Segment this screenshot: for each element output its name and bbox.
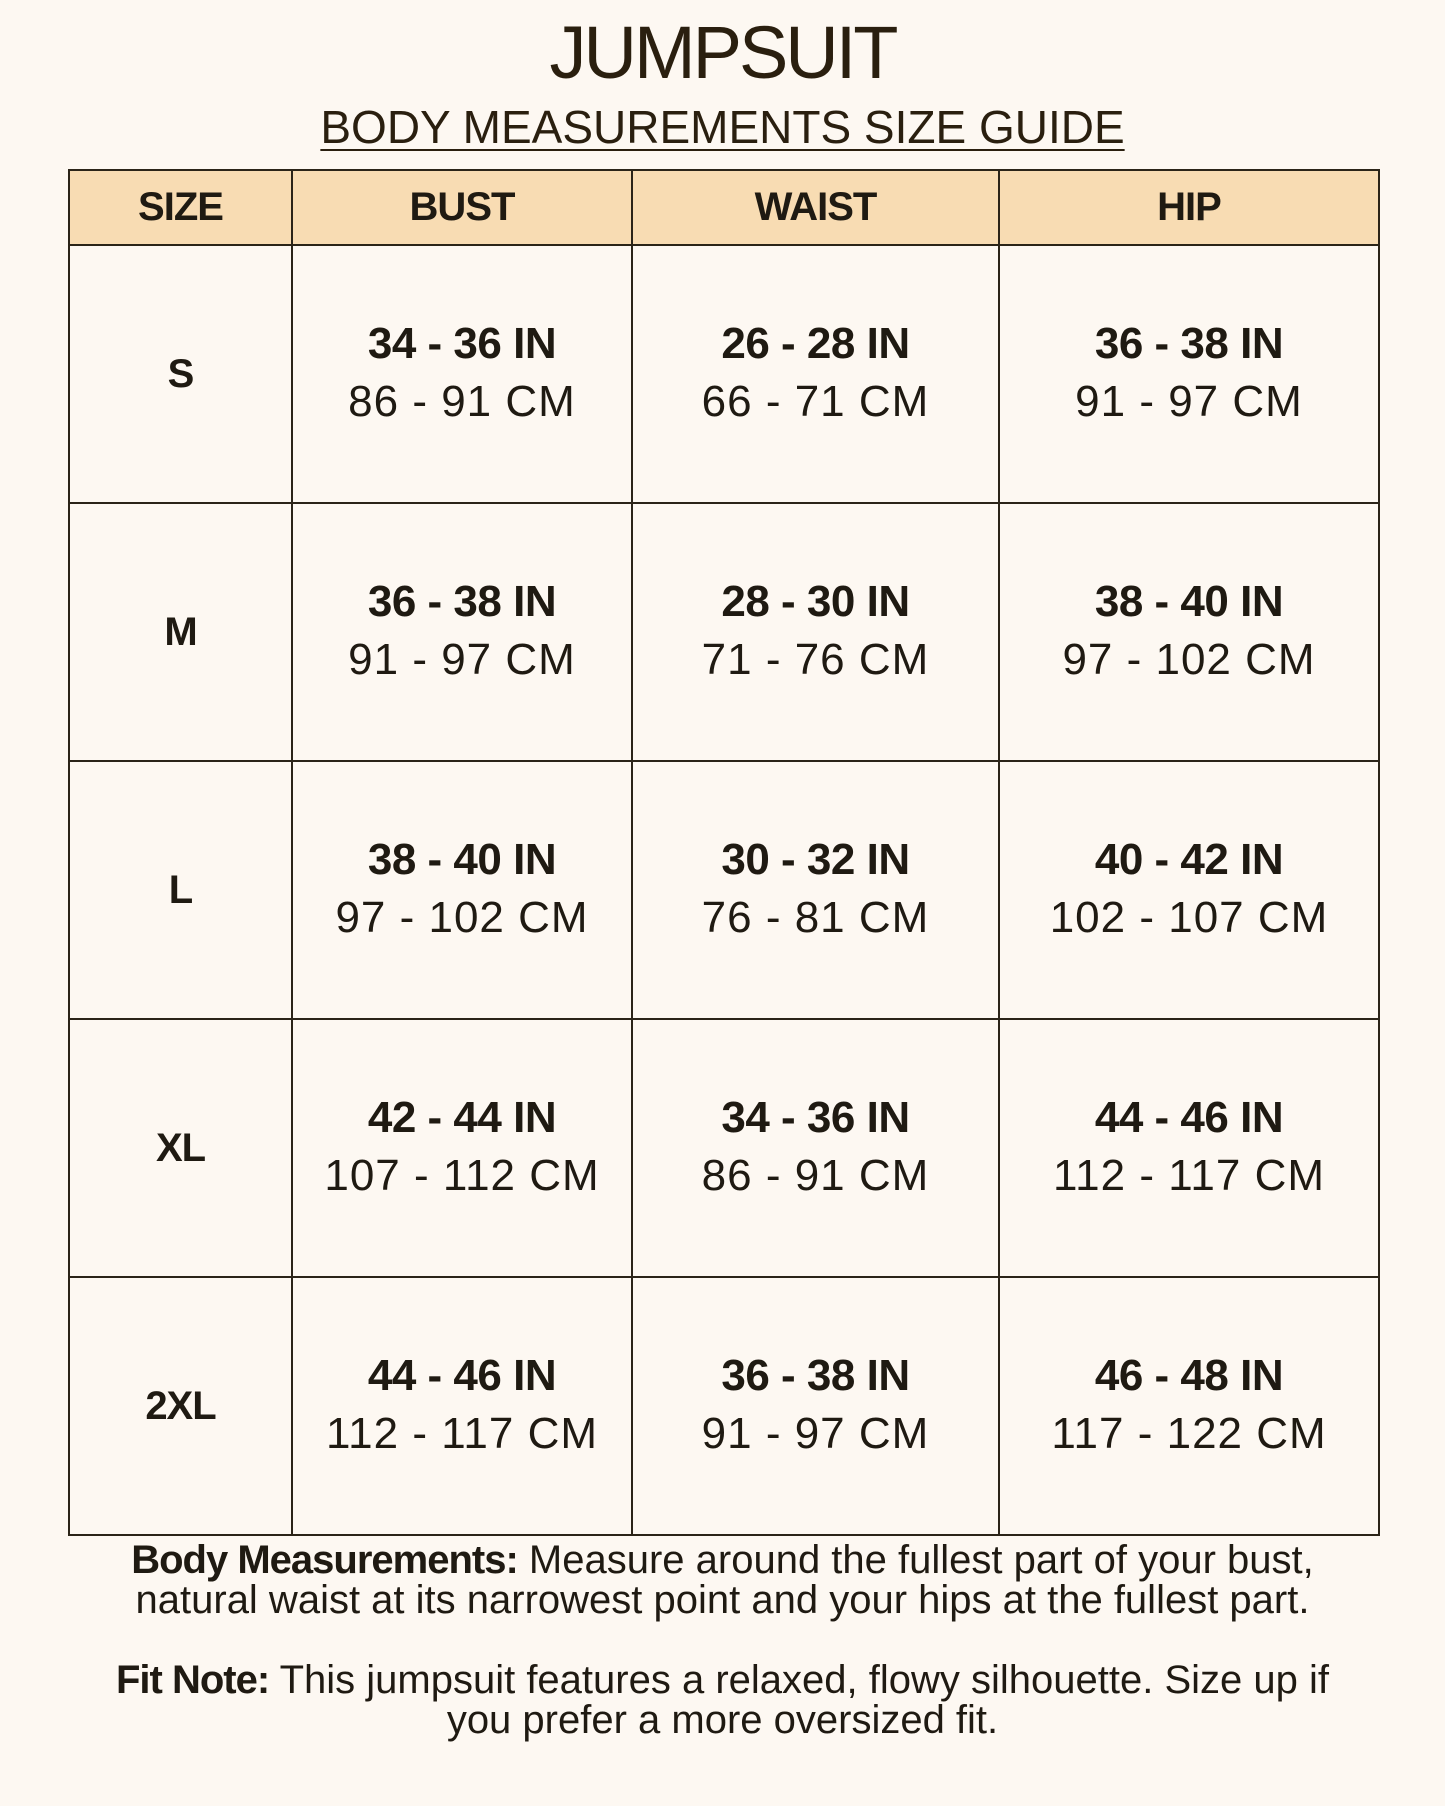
size-label: 2XL xyxy=(69,1277,292,1535)
measurement-cm: 71 - 76 CM xyxy=(701,635,930,684)
table-row xyxy=(69,1019,1379,1277)
subtitle-text: BODY MEASUREMENTS SIZE GUIDE xyxy=(320,101,1125,153)
measurement-inches: 40 - 42 IN xyxy=(1094,835,1284,884)
size-label: XL xyxy=(69,1019,292,1277)
column-header-waist: WAIST xyxy=(632,170,999,245)
measurement-inches: 42 - 44 IN xyxy=(367,1093,557,1142)
measurement-inches: 36 - 38 IN xyxy=(721,1351,910,1400)
measurement-inches: 34 - 36 IN xyxy=(721,1093,910,1142)
size-label: M xyxy=(69,503,292,761)
measurement-inches: 36 - 38 IN xyxy=(1094,319,1284,368)
measurement-cm: 112 - 117 CM xyxy=(325,1409,599,1458)
waist-cell xyxy=(632,1277,999,1535)
fit-note-text: This jumpsuit features a relaxed, flowy silhouette. Size up if you prefer a more oversized fit. xyxy=(269,1658,1329,1742)
measurement-cm: 86 - 91 CM xyxy=(348,377,576,426)
bust-cell xyxy=(292,1019,632,1277)
measurement-inches: 46 - 48 IN xyxy=(1094,1351,1284,1400)
fit-note xyxy=(100,1660,1345,1740)
waist-cell xyxy=(632,761,999,1019)
measurement-cm: 76 - 81 CM xyxy=(701,893,930,942)
measurement-cm: 97 - 102 CM xyxy=(335,893,589,942)
measurement-cm: 107 - 112 CM xyxy=(324,1151,600,1200)
column-header-hip: HIP xyxy=(999,170,1379,245)
measurement-inches: 38 - 40 IN xyxy=(367,835,557,884)
waist-cell xyxy=(632,245,999,503)
column-header-bust: BUST xyxy=(292,170,632,245)
table-row xyxy=(69,503,1379,761)
measurement-inches: 30 - 32 IN xyxy=(721,835,910,884)
hip-cell xyxy=(999,503,1379,761)
measurement-cm: 86 - 91 CM xyxy=(701,1151,930,1200)
fit-note-label: Fit Note: xyxy=(116,1658,270,1702)
measurement-cm: 102 - 107 CM xyxy=(1049,893,1329,942)
measurement-cm: 91 - 97 CM xyxy=(348,635,576,684)
table-row xyxy=(69,245,1379,503)
bust-cell xyxy=(292,245,632,503)
page-title: JUMPSUIT xyxy=(549,11,896,94)
body-measurements-note xyxy=(100,1540,1345,1620)
measurement-cm: 91 - 97 CM xyxy=(701,1409,930,1458)
table-header-row xyxy=(69,170,1379,245)
waist-cell xyxy=(632,503,999,761)
notes-section xyxy=(100,1540,1345,1780)
table-row xyxy=(69,761,1379,1019)
bust-cell xyxy=(292,503,632,761)
column-header-size: SIZE xyxy=(69,170,292,245)
measurement-inches: 44 - 46 IN xyxy=(1094,1093,1284,1142)
bust-cell xyxy=(292,1277,632,1535)
measurement-inches: 36 - 38 IN xyxy=(367,577,557,626)
measurement-inches: 26 - 28 IN xyxy=(721,319,910,368)
measurement-cm: 66 - 71 CM xyxy=(701,377,930,426)
measurement-inches: 38 - 40 IN xyxy=(1094,577,1284,626)
page-subtitle xyxy=(0,97,1445,157)
measurement-cm: 91 - 97 CM xyxy=(1075,377,1303,426)
size-chart-table xyxy=(68,169,1380,1536)
hip-cell xyxy=(999,1277,1379,1535)
measurement-inches: 44 - 46 IN xyxy=(367,1351,557,1400)
size-label: L xyxy=(69,761,292,1019)
measurement-cm: 97 - 102 CM xyxy=(1062,635,1316,684)
measurement-inches: 34 - 36 IN xyxy=(367,319,557,368)
waist-cell xyxy=(632,1019,999,1277)
measurement-cm: 117 - 122 CM xyxy=(1051,1409,1327,1458)
bust-cell xyxy=(292,761,632,1019)
measurement-inches: 28 - 30 IN xyxy=(721,577,910,626)
table-row xyxy=(69,1277,1379,1535)
hip-cell xyxy=(999,761,1379,1019)
body-measurements-label: Body Measurements: xyxy=(131,1538,518,1582)
measurement-cm: 112 - 117 CM xyxy=(1052,1151,1326,1200)
hip-cell xyxy=(999,1019,1379,1277)
body-measurements-text: Measure around the fullest part of your bust, natural waist at its narrowest point and your hips at the fullest part. xyxy=(135,1538,1314,1622)
hip-cell xyxy=(999,245,1379,503)
size-label: S xyxy=(69,245,292,503)
